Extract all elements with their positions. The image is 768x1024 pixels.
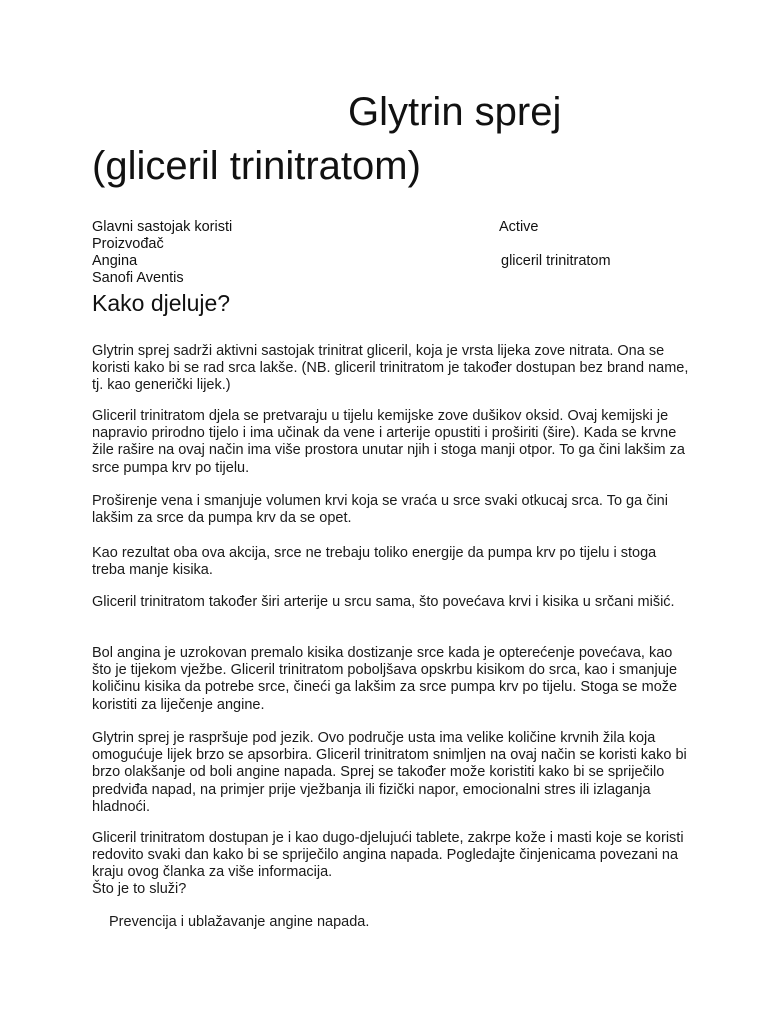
paragraph-6: Bol angina je uzrokovan premalo kisika dostizanje srce kada je opterećenje povećava, kao što je tijekom vježbe. Gliceril trinitratom poboljšava opskrbu kisikom do srca, kao i smanjuje količinu kisika da potrebe srce, čineći ga lakšim za srce pumpa krv po tijelu. Stoga se može koristiti za liječenje angine. <box>92 645 678 713</box>
meta-condition-value: Angina <box>92 253 138 269</box>
document-title-line1: Glytrin sprej <box>348 90 562 134</box>
section-heading: Kako djeluje? <box>92 290 231 316</box>
paragraph-3: Proširenje vena i smanjuje volumen krvi koja se vraća u srce svaki otkucaj srca. To ga čini lakšim za srce da pumpa krv da se opet. <box>92 493 668 527</box>
meta-manufacturer-value: Sanofi Aventis <box>92 270 184 286</box>
paragraph-7: Glytrin sprej je raspršuje pod jezik. Ovo područje usta ima velike količine krvnih žila koja omogućuje lijek brzo se apsorbira. Gliceril trinitratom snimljen na ovaj način se koristi kako bi brzo olakšanje od boli angine napada. Sprej se također može koristiti kako bi se spriječilo predviđa napad, na primjer prije vježbanja ili fizički napor, emocionalni stres ili izlaganja hladnoći. <box>92 730 687 815</box>
paragraph-8: Gliceril trinitratom dostupan je i kao dugo-djelujući tablete, zakrpe kože i masti koje se koristi redovito svaki dan kako bi se spriječilo angina napada. Pogledajte činjenicama povezani na kraju ovog članka za više informacija. <box>92 830 684 881</box>
meta-active-value: gliceril trinitratom <box>501 253 611 269</box>
meta-main-ingredient-label: Glavni sastojak koristi <box>92 219 233 235</box>
answer-line: Prevencija i ublažavanje angine napada. <box>109 914 370 930</box>
meta-active-label: Active <box>499 219 539 235</box>
paragraph-2: Gliceril trinitratom djela se pretvaraju u tijelu kemijske zove dušikov oksid. Ovaj kemijski je napravio prirodno tijelo i ima učinak da vene i arterije opustiti i proširiti (šire). Kada se krvne žile raširе na ovaj način ima više prostora unutar njih i stoga manji otpor. To ga čini lakšim za srce pumpa krv po tijelu. <box>92 408 685 476</box>
paragraph-4: Kao rezultat oba ova akcija, srce ne trebaju toliko energije da pumpa krv po tijelu i stoga treba manje kisika. <box>92 545 657 579</box>
question-line: Što je to služi? <box>92 881 187 897</box>
document-title-line2: (gliceril trinitratom) <box>92 144 421 188</box>
paragraph-5: Gliceril trinitratom također širi arterije u srcu sama, što povećava krvi i kisika u srčani mišić. <box>92 594 675 610</box>
meta-manufacturer-label: Proizvođač <box>92 236 164 252</box>
paragraph-1: Glytrin sprej sadrži aktivni sastojak trinitrat gliceril, koja je vrsta lijeka zove nitrata. Ona se koristi kako bi se rad srca lakše. (NB. gliceril trinitratom je također dostupan bez brand name, tj. kao generički lijek.) <box>92 343 689 394</box>
